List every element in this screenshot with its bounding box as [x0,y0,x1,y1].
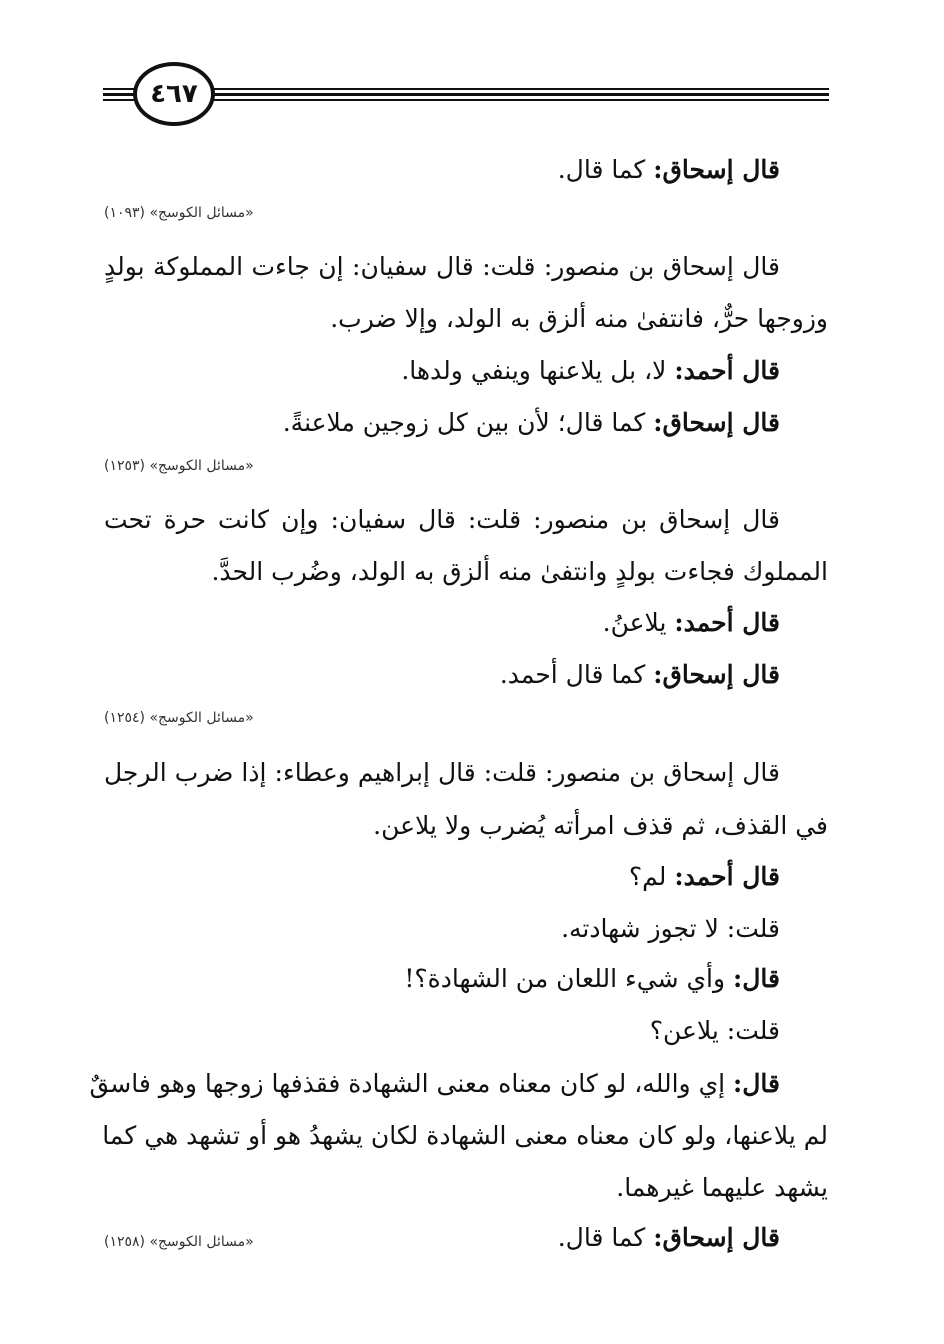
page-number: ٤٦٧ [150,79,198,109]
text-line: يشهد عليهما غيرهما. [616,1173,828,1202]
source-citation: «مسائل الكوسج» (١٠٩٣) [104,205,254,221]
line-text: إي والله، لو كان معناه معنى الشهادة فقذفها زوجها وهو فاسقٌ [89,1069,734,1098]
speaker-label: قال إسحاق: [653,155,780,184]
source-citation: «مسائل الكوسج» (١٢٥٤) [104,710,254,726]
text-line: قال إسحاق بن منصور: قلت: قال سفيان: وإن كانت حرة تحت [104,505,780,534]
text-line [558,1222,828,1254]
text-line [500,659,828,691]
speaker-label: قال إسحاق: [653,1223,780,1252]
speaker-label: قال إسحاق: [653,660,780,689]
text-line [629,861,828,893]
line-text: يلاعنُ. [602,608,675,637]
line-text: لم؟ [628,862,675,891]
line-text: لا، بل يلاعنها وينفي ولدها. [401,356,675,385]
line-text: كما قال؛ لأن بين كل زوجين ملاعنةً. [282,408,654,437]
text-line: لم يلاعنها، ولو كان معناه معنى الشهادة لكان يشهدُ هو أو تشهد هي كما [102,1121,828,1150]
text-line: في القذف، ثم قذف امرأته يُضرب ولا يلاعن. [373,811,828,840]
text-line [558,154,828,186]
speaker-label: قال: [733,964,780,993]
text-line [283,407,828,439]
text-line: وزوجها حرٌّ، فانتفىٰ منه ألزق به الولد، وإلا ضرب. [330,304,828,333]
line-text: وأي شيء اللعان من الشهادة؟! [404,964,734,993]
speaker-label: قال: [733,1069,780,1098]
text-line [401,355,828,387]
speaker-label: قال إسحاق: [653,408,780,437]
text-line: قلت: يلاعن؟ [649,1016,780,1045]
source-citation: «مسائل الكوسج» (١٢٥٣) [104,458,254,474]
line-text: كما قال. [557,1223,654,1252]
line-text: كما قال أحمد. [499,660,654,689]
speaker-label: قال أحمد: [674,862,780,891]
line-text: كما قال. [557,155,654,184]
page-body [89,0,828,1344]
text-line: المملوك فجاءت بولدٍ وانتفىٰ منه ألزق به الولد، وضُرب الحدَّ. [211,557,828,586]
text-line: قلت: لا تجوز شهادته. [561,914,780,943]
speaker-label: قال أحمد: [674,608,780,637]
source-citation: «مسائل الكوسج» (١٢٥٨) [104,1234,254,1250]
text-line [603,607,828,639]
text-line: قال إسحاق بن منصور: قلت: قال إبراهيم وعطاء: إذا ضرب الرجل [104,758,780,787]
text-line [89,1068,828,1100]
speaker-label: قال أحمد: [674,356,780,385]
text-line: قال إسحاق بن منصور: قلت: قال سفيان: إن جاءت المملوكة بولدٍ [104,252,780,281]
text-line [404,963,828,995]
